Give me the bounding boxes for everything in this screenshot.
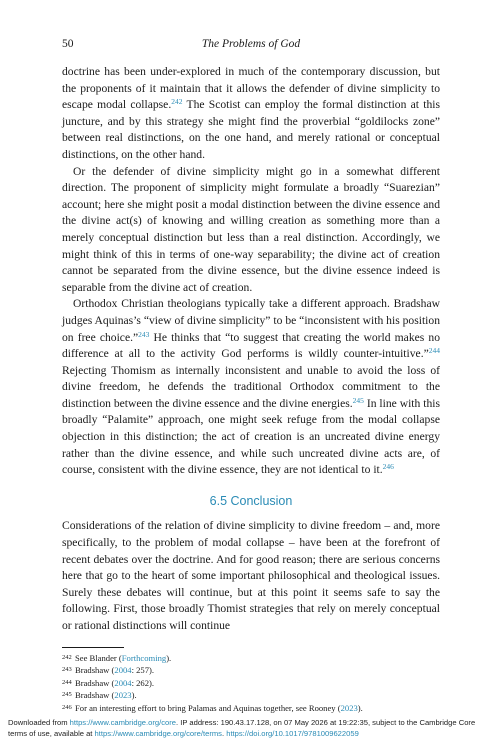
footnote: 245 Bradshaw (2023). xyxy=(62,690,137,701)
footnote-number: 245 xyxy=(62,691,72,699)
notice-text: . xyxy=(221,728,227,738)
citation-link[interactable]: 2004 xyxy=(114,665,132,676)
footnote-ref[interactable]: 242 xyxy=(171,97,183,107)
running-header xyxy=(62,38,440,54)
footnote-ref[interactable]: 246 xyxy=(382,462,394,472)
footnotes xyxy=(62,652,440,714)
citation-link[interactable]: Forthcoming xyxy=(121,653,167,663)
footnote: 244 Bradshaw (2004: 262). xyxy=(62,677,155,688)
conclusion-paragraph: Considerations of the relation of divine simplicity to divine freedom – and, more specifically, to the problem of modal collapse – have been at the forefront of recent debates over the doctrine. And for good reason; there are serious concerns here that go to the heart of some important philosophical and theological issues. Surely these debates will continue, but at this point it seems safe to say the following. First, those broadly Thomist strategies that rely on merely conceptual or rational distinctions will continue xyxy=(62,519,440,632)
text-run: doctrine has been under-explored in much of the contemporary discussion, but the proponents of it maintain that it allows the defender of divine simplicity to escape modal collapse. xyxy=(62,65,440,112)
footnote-number: 243 xyxy=(62,666,72,674)
download-notice xyxy=(8,718,494,739)
main-text xyxy=(62,64,440,635)
url-link[interactable]: https://www.cambridge.org/core xyxy=(69,718,176,727)
text-run: Or the defender of divine simplicity might go in a somewhat different direction. The proponent of simplicity might formulate a broadly “Suarezian” account; here she might posit a modal distinction between the divine essence and the divine act(s) of knowing and willing creation as something more than a merely conceptual distinction but less than a real distinction. Accordingly, we might think of this in terms of one-way separability; the divine act of creation cannot be separated from the divine essence, but the divine essence indeed is separable from the divine act of creation. xyxy=(62,164,440,294)
footnote-number: 244 xyxy=(62,678,72,686)
url-link[interactable]: https://doi.org/10.1017/9781009622059 xyxy=(226,728,359,738)
footnote-ref[interactable]: 243 xyxy=(138,329,150,339)
footnote-number: 246 xyxy=(62,703,72,711)
citation-link[interactable]: 2023 xyxy=(114,690,132,701)
citation-link[interactable]: 2023 xyxy=(340,702,358,713)
text-run: He thinks that “to suggest that creating the world makes no difference at all to the activity God performs is wildly counter-intuitive.” xyxy=(62,330,440,361)
paragraph xyxy=(62,164,440,297)
paragraph xyxy=(62,64,440,164)
footnote: 246 For an interesting effort to bring Palamas and Aquinas together, see Rooney (2023). xyxy=(62,702,363,713)
text-run: The Scotist can employ the formal distinction at this juncture, and by this strategy she might find the proverbial “goldilocks zone” between real distinctions, on the one hand, and merely rational or conceptual distinctions, on the other hand. xyxy=(62,98,440,161)
section-heading: 6.5 Conclusion xyxy=(209,493,293,508)
running-title: The Problems of God xyxy=(201,38,301,50)
footnote-ref[interactable]: 245 xyxy=(352,395,364,405)
citation-link[interactable]: 2004 xyxy=(114,677,132,688)
text-run: In line with this broadly “Palamite” approach, one might seek refuge from the modal collapse objection in this distinction; the act of creation is an uncreated divine energy rather than the divine essence, and while such uncreated divine acts are, of course, consistent with the divine essence, they are not identical to it. xyxy=(62,396,440,477)
paragraph xyxy=(62,296,440,479)
notice-text: . IP address: 190.43.17.128, on 07 May 2026 at 19:22:35, subject to the Cambridge Core terms of use, available at xyxy=(8,718,476,738)
footnote: 243 Bradshaw (2004: 257). xyxy=(62,665,155,676)
text-run: Orthodox Christian theologians typically take a different approach. Bradshaw judges Aquinas’s “view of divine simplicity” to be “inconsistent with his position on free choice.” xyxy=(62,297,440,344)
footnote-ref[interactable]: 244 xyxy=(428,346,440,356)
footnote-divider xyxy=(62,647,124,648)
url-link[interactable]: https://www.cambridge.org/core/terms xyxy=(94,728,222,738)
text-run: Rejecting Thomism as internally inconsistent and unable to avoid the loss of divine freedom, he defends the traditional Orthodox commitment to the distinction between the divine essence and the divine energies. xyxy=(62,363,440,410)
notice-text: Downloaded from xyxy=(8,718,70,727)
page-number: 50 xyxy=(62,38,74,50)
footnote-number: 242 xyxy=(62,654,72,661)
footnote: 242 See Blander (Forthcoming). xyxy=(62,653,172,663)
